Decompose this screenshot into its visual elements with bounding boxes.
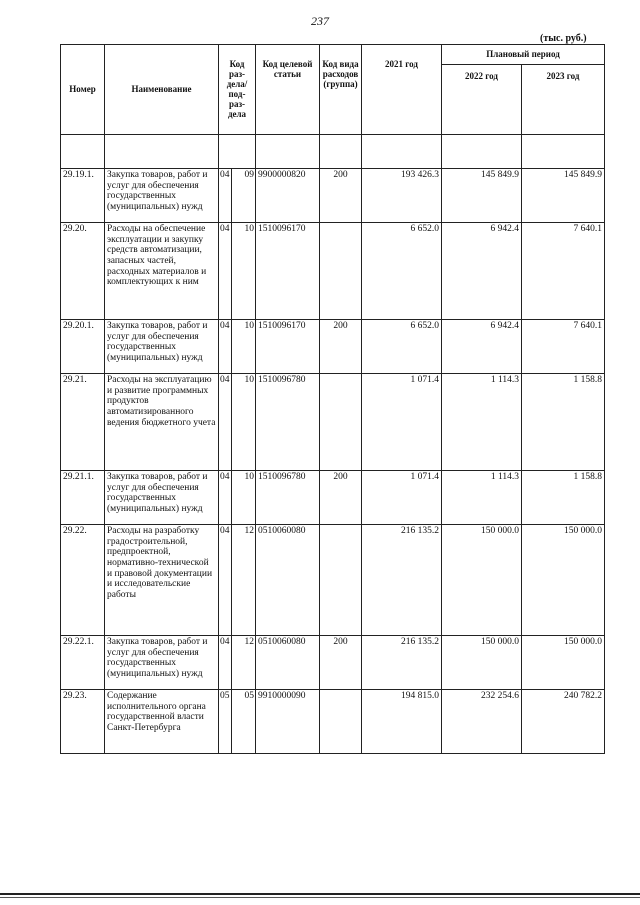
- table-row: [61, 690, 605, 754]
- header-year-2023: 2023 год: [522, 65, 605, 135]
- row-target-code: 1510096780: [256, 471, 320, 525]
- header-section-code: Код раз- дела/ под- раз- дела: [219, 45, 256, 135]
- row-value-2021: 216 135.2: [362, 636, 442, 690]
- row-section: 04: [219, 525, 232, 636]
- row-value-2022: 1 114.3: [442, 471, 522, 525]
- row-target-code: 9910000090: [256, 690, 320, 754]
- row-section: 04: [219, 636, 232, 690]
- row-expense-kind: [320, 525, 362, 636]
- row-name: Содержание исполнительного органа государственной власти Санкт-Петербурга: [105, 690, 219, 754]
- row-subsection: 09: [232, 169, 256, 223]
- row-number: 29.21.: [61, 374, 105, 471]
- row-section: 04: [219, 169, 232, 223]
- header-target-code: Код целевой статьи: [256, 45, 320, 135]
- row-number: 29.20.: [61, 223, 105, 320]
- units-label: (тыс. руб.): [540, 33, 587, 44]
- row-value-2022: 6 942.4: [442, 223, 522, 320]
- row-value-2023: 240 782.2: [522, 690, 605, 754]
- row-subsection: 10: [232, 471, 256, 525]
- row-subsection: 05: [232, 690, 256, 754]
- row-name: Закупка товаров, работ и услуг для обеспечения государственных (муниципальных) нужд: [105, 169, 219, 223]
- row-expense-kind: [320, 223, 362, 320]
- row-number: 29.19.1.: [61, 169, 105, 223]
- row-value-2021: 194 815.0: [362, 690, 442, 754]
- row-value-2022: 232 254.6: [442, 690, 522, 754]
- row-number: 29.22.: [61, 525, 105, 636]
- page-number: 237: [311, 14, 329, 28]
- row-name: Расходы на разработку градостроительной, предпроектной, нормативно-технической и правовой документации и исследовательские работы: [105, 525, 219, 636]
- row-section: 04: [219, 374, 232, 471]
- header-name: Наименование: [105, 45, 219, 135]
- table-row: [61, 636, 605, 690]
- table-row: [61, 320, 605, 374]
- row-value-2021: 1 071.4: [362, 374, 442, 471]
- header-expense-kind: Код вида расходов (группа): [320, 45, 362, 135]
- row-section: 04: [219, 320, 232, 374]
- row-name: Расходы на эксплуатацию и развитие программных продуктов автоматизированного ведения бюджетного учета: [105, 374, 219, 471]
- row-target-code: 0510060080: [256, 525, 320, 636]
- row-expense-kind: 200: [320, 320, 362, 374]
- row-value-2022: 150 000.0: [442, 636, 522, 690]
- table-row: [61, 471, 605, 525]
- row-expense-kind: [320, 374, 362, 471]
- row-subsection: 12: [232, 525, 256, 636]
- row-expense-kind: [320, 690, 362, 754]
- row-number: 29.23.: [61, 690, 105, 754]
- row-value-2021: 193 426.3: [362, 169, 442, 223]
- row-number: 29.22.1.: [61, 636, 105, 690]
- row-value-2021: 6 652.0: [362, 320, 442, 374]
- header-number: Номер: [61, 45, 105, 135]
- table-row: [61, 169, 605, 223]
- row-target-code: 1510096170: [256, 223, 320, 320]
- row-subsection: 10: [232, 320, 256, 374]
- row-name: Закупка товаров, работ и услуг для обеспечения государственных (муниципальных) нужд: [105, 636, 219, 690]
- header-planned-period: Плановый период: [442, 45, 605, 65]
- bottom-rule-thin: [0, 897, 640, 898]
- row-value-2023: 145 849.9: [522, 169, 605, 223]
- row-target-code: 0510060080: [256, 636, 320, 690]
- row-target-code: 1510096780: [256, 374, 320, 471]
- row-value-2023: 150 000.0: [522, 636, 605, 690]
- row-value-2023: 1 158.8: [522, 374, 605, 471]
- row-value-2023: 150 000.0: [522, 525, 605, 636]
- row-name: Закупка товаров, работ и услуг для обеспечения государственных (муниципальных) нужд: [105, 320, 219, 374]
- row-subsection: 10: [232, 223, 256, 320]
- row-expense-kind: 200: [320, 471, 362, 525]
- budget-table: [60, 44, 605, 754]
- header-year-2022: 2022 год: [442, 65, 522, 135]
- row-value-2023: 1 158.8: [522, 471, 605, 525]
- table-row: [61, 374, 605, 471]
- row-value-2022: 145 849.9: [442, 169, 522, 223]
- row-target-code: 9900000820: [256, 169, 320, 223]
- row-subsection: 10: [232, 374, 256, 471]
- row-value-2021: 216 135.2: [362, 525, 442, 636]
- row-number: 29.20.1.: [61, 320, 105, 374]
- row-expense-kind: 200: [320, 636, 362, 690]
- table-row: [61, 223, 605, 320]
- row-value-2022: 6 942.4: [442, 320, 522, 374]
- row-name: Расходы на обеспечение эксплуатации и закупку средств автоматизации, запасных частей, расходных материалов и комплектующих к ним: [105, 223, 219, 320]
- header-year-2021: 2021 год: [362, 45, 442, 135]
- row-number: 29.21.1.: [61, 471, 105, 525]
- row-section: 04: [219, 223, 232, 320]
- row-section: 04: [219, 471, 232, 525]
- row-value-2023: 7 640.1: [522, 320, 605, 374]
- row-section: 05: [219, 690, 232, 754]
- row-value-2022: 1 114.3: [442, 374, 522, 471]
- row-value-2021: 6 652.0: [362, 223, 442, 320]
- row-value-2021: 1 071.4: [362, 471, 442, 525]
- row-value-2022: 150 000.0: [442, 525, 522, 636]
- bottom-rule: [0, 893, 640, 895]
- row-subsection: 12: [232, 636, 256, 690]
- table-row: [61, 525, 605, 636]
- row-target-code: 1510096170: [256, 320, 320, 374]
- row-expense-kind: 200: [320, 169, 362, 223]
- row-name: Закупка товаров, работ и услуг для обеспечения государственных (муниципальных) нужд: [105, 471, 219, 525]
- row-value-2023: 7 640.1: [522, 223, 605, 320]
